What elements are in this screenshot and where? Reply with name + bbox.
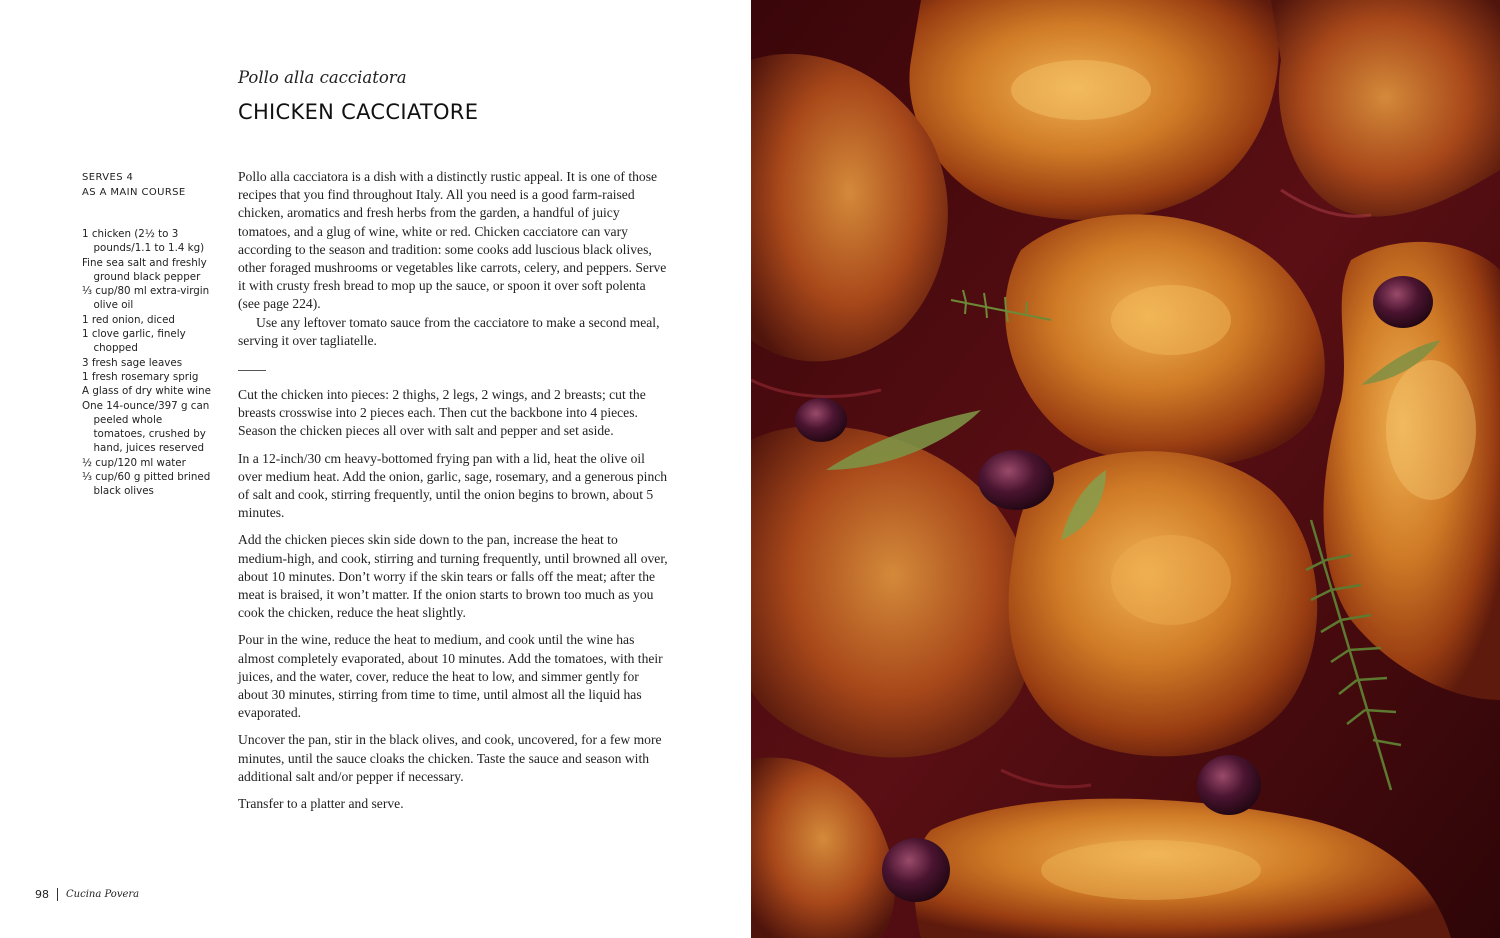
intro-paragraph: Pollo alla cacciatora is a dish with a distinctly rustic appeal. It is one of those recipes that you find throughout Italy. All you need is a good farm-raised chicken, aromatics and fresh herbs from the garden, a handful of juicy tomatoes, and a glug of wine, white or red. Chicken cacciatore can vary according to the season and tradition: some cooks add luscious black olives, other foraged mushrooms or vegetables like carrots, celery, and peppers. Serve it with crusty fresh bread to mop up the sauce, or spoon it over soft polenta (see page 224). [238,169,667,312]
recipe-title: CHICKEN CACCIATORE [238,100,479,124]
recipe-body [238,168,670,822]
recipe-italian-name: Pollo alla cacciatora [238,68,407,87]
serves-count: SERVES 4 [82,172,134,183]
ingredient-list [82,227,212,499]
olive [978,450,1054,510]
method-step: Transfer to a platter and serve. [238,796,404,812]
serving-info [82,171,186,200]
method-step: Add the chicken pieces skin side down to the pan, increase the heat to medium-high, and cook, stirring and turning frequently, until browned all over, about 10 minutes. Don’t worry if the skin tears or falls off the meat; after the meat is braised, it won’t matter. If the onion starts to brown too much as you cook the chicken, reduce the heat slightly. [238,532,668,621]
ingredient-item: 1 fresh rosemary sprig [82,370,199,383]
olive [1373,276,1433,328]
ingredient-item: 3 fresh sage leaves [82,356,183,369]
olive [1197,755,1261,815]
olive [882,838,950,902]
ingredient-item: 1 chicken (2½ to 3 pounds/1.1 to 1.4 kg) [82,228,205,255]
page-footer [35,888,139,901]
skin-highlight [1111,285,1231,355]
footer-divider [57,888,58,901]
ingredient-item: 1 clove garlic, finely chopped [82,328,186,355]
running-book-title: Cucina Povera [66,889,140,900]
section-divider [238,370,266,371]
method-step: Cut the chicken into pieces: 2 thighs, 2 legs, 2 wings, and 2 breasts; cut the breasts crosswise into 2 pieces each. Then cut the backbone into 4 pieces. Season the chicken pieces all over with salt and pepper and set aside. [238,387,646,439]
ingredient-item: A glass of dry white wine [82,385,211,398]
chicken-cacciatore-photo [751,0,1500,938]
intro-paragraph: Use any leftover tomato sauce from the cacciatore to make a second meal, serving it over tagliatelle. [238,314,660,348]
ingredient-item: ½ cup/120 ml water [82,456,186,469]
olive [795,398,847,442]
skin-highlight [1011,60,1151,120]
method-step: Uncover the pan, stir in the black olives, and cook, uncovered, for a few more minutes, until the sauce cloaks the chicken. Taste the sauce and season with additional salt and/or pepper if necessary. [238,732,662,784]
method-step: Pour in the wine, reduce the heat to medium, and cook until the wine has almost completely evaporated, about 10 minutes. Add the tomatoes, with their juices, and the water, cover, reduce the heat to low, and simmer gently for about 30 minutes, stirring from time to time, until almost all the liquid has evaporated. [238,632,663,721]
ingredient-item: ⅓ cup/60 g pitted brined black olives [82,471,211,498]
ingredient-item: ⅓ cup/80 ml extra-virgin olive oil [82,285,210,312]
ingredient-item: One 14-ounce/397 g can peeled whole tomatoes, crushed by hand, juices reserved [82,399,210,455]
ingredient-item: Fine sea salt and freshly ground black pepper [82,256,207,283]
skin-highlight [1386,360,1476,500]
ingredient-item: 1 red onion, diced [82,313,175,326]
serves-course: AS A MAIN COURSE [82,186,186,198]
skin-highlight [1111,535,1231,625]
page-number: 98 [35,888,49,901]
skin-highlight [1041,840,1261,900]
method-step: In a 12-inch/30 cm heavy-bottomed frying pan with a lid, heat the olive oil over medium heat. Add the onion, garlic, sage, rosemary, and a generous pinch of salt and cook, stirring frequently, until the onion begins to brown, about 5 minutes. [238,450,668,521]
